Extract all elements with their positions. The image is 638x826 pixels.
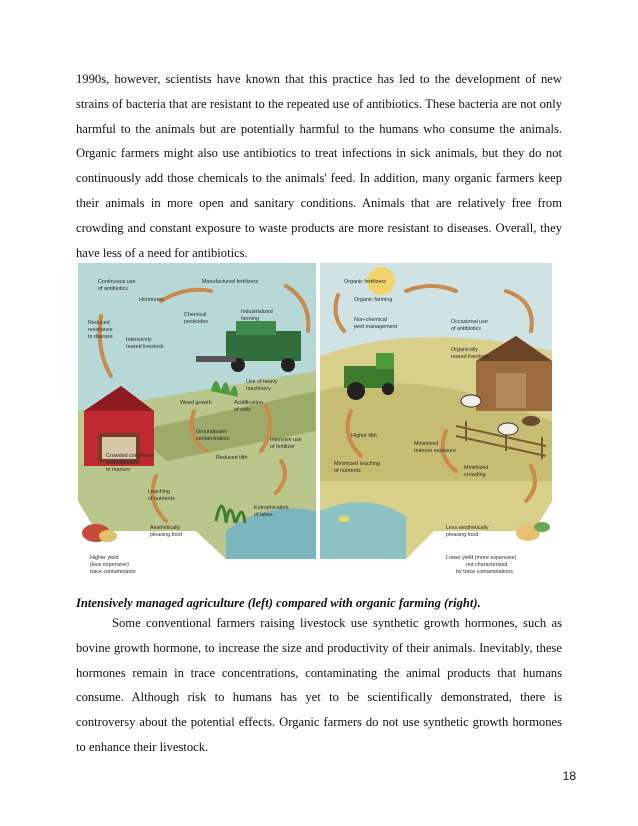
body-paragraph-2: Some conventional farmers raising livestock use synthetic growth hormones, such as bovine growth hormone, to increase the size and productivity of their animals. Inevitably, these hormones remain in trace concentrations, contaminating the animal products that humans consume. Although risk to humans has yet to be scientifically demonstrated, there is controversy about the potential effects. Organic farmers do not use synthetic growth hormones to enhance their livestock. [76, 616, 562, 754]
label-intensive-fertilizer-2: of fertilizer [270, 444, 295, 450]
label-lower-yield-3: by trace contaminations [456, 569, 513, 575]
label-manufactured-fertilizers: Manufactured fertilizers [202, 279, 259, 285]
label-acidification-1: Acidification [234, 400, 263, 406]
label-reduced-resistance-3: to disease [88, 334, 113, 340]
label-higher-yield-2: (less expensive) [90, 562, 129, 568]
label-minimized-crowding-2: crowding [464, 472, 486, 478]
label-intensively-reared-1: Intensively [126, 337, 152, 343]
organic-farming-panel [320, 263, 552, 575]
label-crowded-conditions-2: and exposure [106, 460, 139, 466]
label-higher-yield-1: Higher yield [90, 555, 119, 561]
label-minimized-crowding-1: Minimized [464, 465, 489, 471]
label-intensive-fertilizer-1: Intensive use [270, 437, 302, 443]
duck-icon [338, 516, 350, 522]
label-occasional-antibiotics-2: of antibiotics [451, 326, 481, 332]
label-minimized-manure-1: Minimized [414, 441, 439, 447]
label-industrialized-farming-2: farming [241, 316, 259, 322]
label-hormones: Hormones [139, 297, 164, 303]
label-occasional-antibiotics-1: Occasional use [451, 319, 488, 325]
label-lower-yield-1: Lower yield (more expensive) [446, 555, 517, 561]
label-less-aesthetic-food-1: Less aesthetically [446, 525, 489, 531]
label-heavy-machinery-2: machinery [246, 386, 271, 392]
label-chemical-pesticides-2: pesticides [184, 319, 208, 325]
label-reduced-resistance-1: Reduced [88, 320, 110, 326]
label-eutrophication-1: Eutrophication [254, 505, 289, 511]
intensive-agriculture-panel [78, 263, 316, 575]
label-higher-yield-3: trace contaminants [90, 569, 136, 575]
label-leaching-2: of nutrients [148, 496, 175, 502]
label-organically-reared-2: reared livestock [451, 354, 489, 360]
figure-caption: Intensively managed agriculture (left) compared with organic farming (right). [76, 596, 481, 610]
page-number: 18 [562, 769, 576, 783]
label-organic-farming: Organic farming [354, 297, 393, 303]
label-organic-fertilizers: Organic fertilizers [344, 279, 386, 285]
label-leaching-1: Leaching [148, 489, 170, 495]
label-continuous-antibiotics-1: Continuous use [98, 279, 136, 285]
label-eutrophication-2: of lakes [254, 512, 273, 518]
label-lower-yield-2: not characterized [466, 562, 508, 568]
label-aesthetic-food-2: pleasing food [150, 532, 183, 538]
label-continuous-antibiotics-2: of antibiotics [98, 286, 128, 292]
label-higher-tilth: Higher tilth [351, 433, 377, 439]
label-minimized-leaching-2: of nutrients [334, 468, 361, 474]
label-groundwater-2: contamination [196, 436, 230, 442]
label-less-aesthetic-food-2: pleasing food [446, 532, 479, 538]
label-intensively-reared-2: reared livestock [126, 344, 164, 350]
label-organically-reared-1: Organically [451, 347, 478, 353]
label-reduced-tilth: Reduced tilth [216, 455, 248, 461]
label-non-chemical-1: Non-chemical [354, 317, 387, 323]
label-non-chemical-2: pest management [354, 324, 398, 330]
label-acidification-2: of soils [234, 407, 251, 413]
label-aesthetic-food-1: Aesthetically [150, 525, 181, 531]
label-chemical-pesticides-1: Chemical [184, 312, 207, 318]
label-heavy-machinery-1: Use of heavy [246, 379, 278, 385]
farming-comparison-figure [76, 261, 554, 586]
body-paragraph-1: 1990s, however, scientists have known that this practice has led to the development of new strains of bacteria that are resistant to the repeated use of antibiotics. These bacteria are not only harmful to the animals but are potentially harmful to the humans who consume the animals. Organic farmers might also use antibiotics to treat infections in sick animals, but they do not continuously add those chemicals to the animals' feed. In addition, many organic farmers keep their animals in more open and sanitary conditions. Animals that are relatively free from crowding and constant exposure to waste products are more resistant to diseases. Overall, they have less of a need for antibiotics. [76, 72, 562, 260]
label-crowded-conditions-3: to manure [106, 467, 131, 473]
label-minimized-leaching-1: Minimized leaching [334, 461, 380, 467]
label-industrialized-farming-1: Industrialized [241, 309, 273, 315]
label-reduced-resistance-2: resistance [88, 327, 113, 333]
label-crowded-conditions-1: Crowded conditions [106, 453, 154, 459]
label-groundwater-1: Groundwater [196, 429, 228, 435]
label-minimized-manure-2: manure exposure [414, 448, 456, 454]
label-weed-growth: Weed growth [180, 400, 212, 406]
